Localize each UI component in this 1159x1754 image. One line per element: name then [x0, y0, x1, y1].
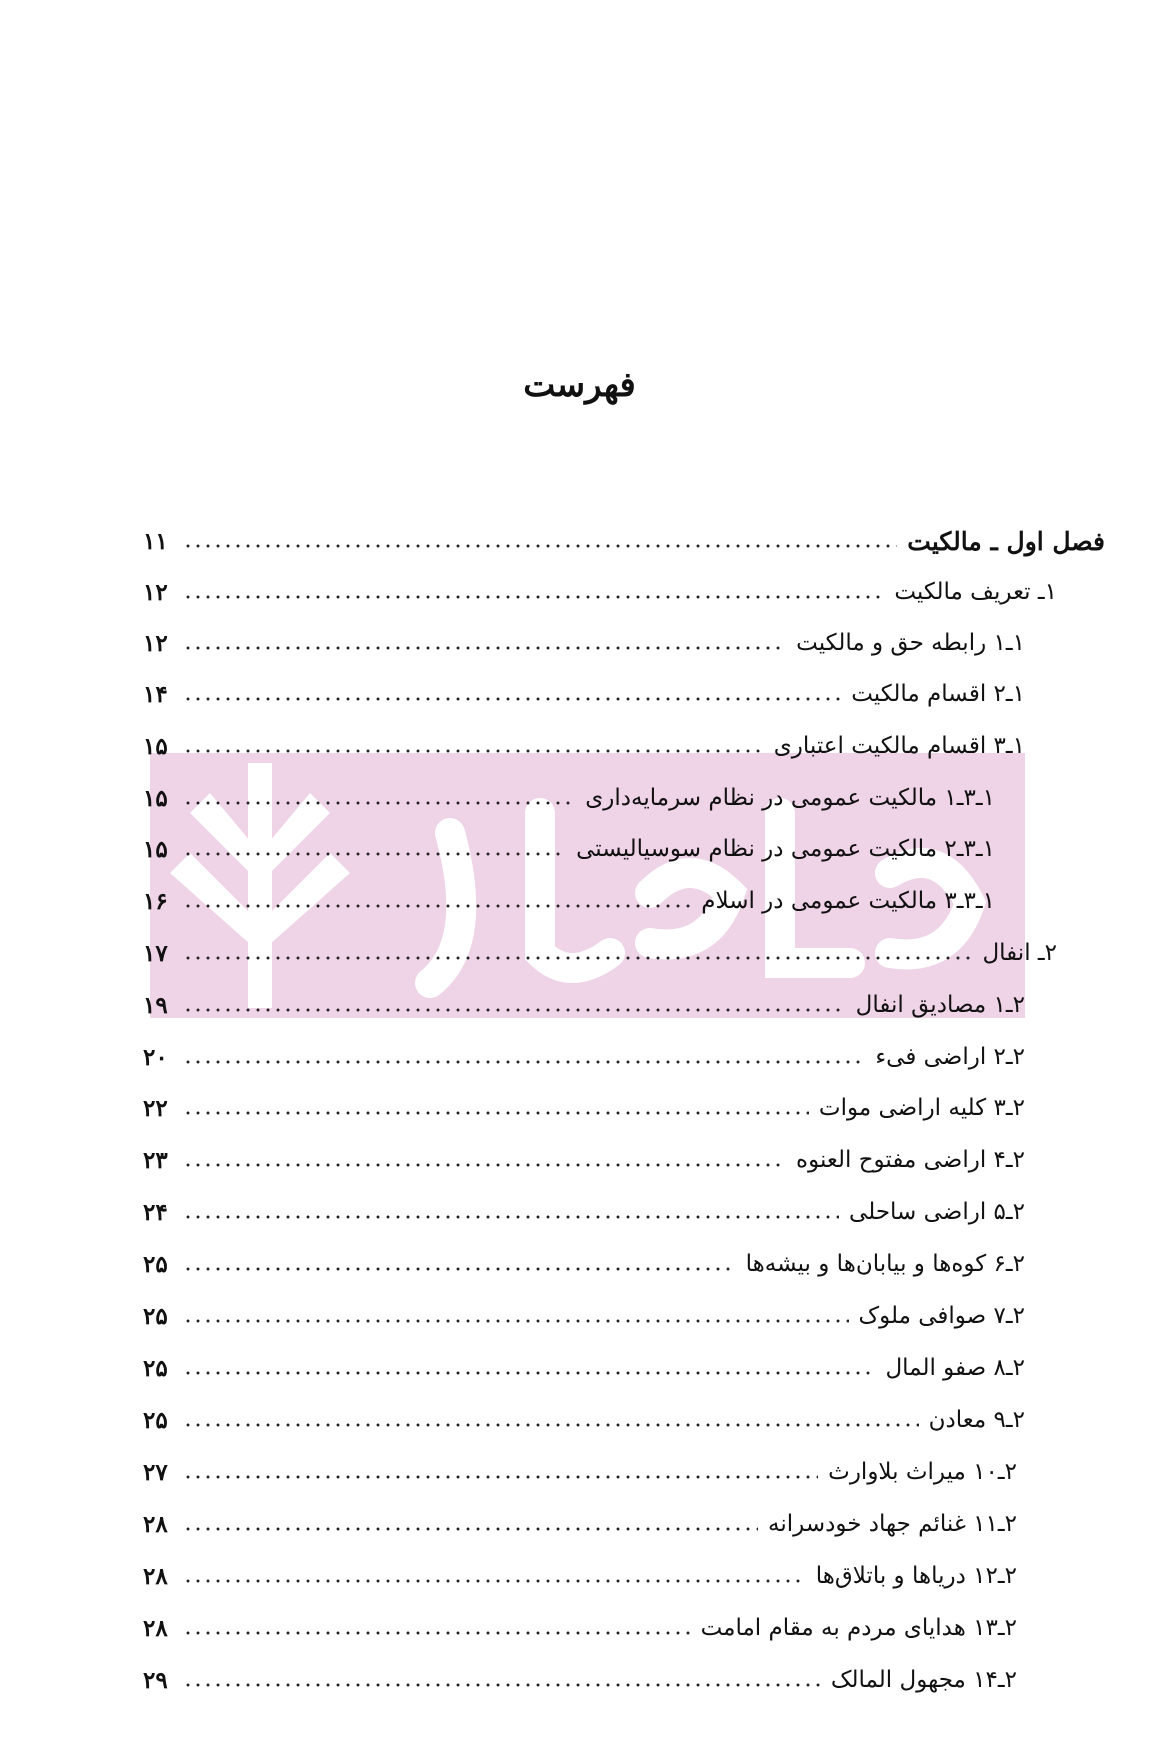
toc-entry[interactable]: [143, 1556, 1017, 1596]
toc-entry-page-number: ۱۵: [143, 835, 168, 863]
dot-leader: [183, 1007, 846, 1013]
dot-leader: [183, 1266, 736, 1272]
toc-entry-page-number: ۲۸: [143, 1562, 168, 1590]
toc-entry-label: ۱ـ۳ـ۳ مالکیت عمومی در اسلام: [701, 888, 995, 914]
toc-entry-page-number: ۲۷: [143, 1458, 168, 1486]
dot-leader: [183, 800, 575, 806]
toc-entry[interactable]: [143, 1452, 1017, 1492]
toc-entry[interactable]: [143, 674, 1025, 714]
dot-leader: [183, 1162, 786, 1168]
toc-entry-page-number: ۲۸: [143, 1510, 168, 1538]
toc-entry-page-number: ۲۵: [143, 1250, 168, 1278]
toc-entry-page-number: ۱۱: [143, 527, 168, 555]
toc-entry-label: ۱ـ۲ اقسام مالکیت: [851, 681, 1025, 707]
toc-entry[interactable]: [143, 933, 1057, 973]
toc-entry-label: ۱ـ۳ـ۲ مالکیت عمومی در نظام سوسیالیستی: [576, 836, 995, 862]
toc-entry-label: ۲ـ۹ معادن: [928, 1407, 1025, 1433]
dot-leader: [183, 1318, 849, 1324]
dot-leader: [183, 903, 691, 909]
toc-entry[interactable]: [143, 1348, 1025, 1388]
dot-leader: [183, 696, 841, 702]
dot-leader: [183, 1526, 758, 1532]
toc-entry-label: ۱ـ۱ رابطه حق و مالکیت: [796, 630, 1025, 656]
toc-entry-label: ۲ـ۱۴ مجهول المالک: [830, 1667, 1017, 1693]
dot-leader: [183, 748, 764, 754]
dot-leader: [183, 1214, 839, 1220]
toc-entry[interactable]: [143, 572, 1057, 612]
dot-leader: [183, 1059, 865, 1065]
toc-entry-label: ۲ـ انفال: [982, 940, 1057, 966]
toc-entry-label: ۲ـ۷ صوافی ملوک: [858, 1303, 1025, 1329]
toc-entry[interactable]: [143, 829, 995, 869]
toc-entry-label: ۱ـ۳ اقسام مالکیت اعتباری: [773, 733, 1025, 759]
toc-entry-page-number: ۲۵: [143, 1302, 168, 1330]
toc-entry-page-number: ۲۰: [143, 1043, 168, 1071]
page-title: فهرست: [523, 365, 636, 405]
toc-entry-page-number: ۲۸: [143, 1614, 168, 1642]
toc-entry-page-number: ۱۲: [143, 629, 168, 657]
toc-entry-page-number: ۲۹: [143, 1666, 168, 1694]
dot-leader: [183, 1422, 919, 1428]
dot-leader: [183, 1630, 691, 1636]
toc-entry-label: ۲ـ۶ کوه‌ها و بیابان‌ها و بیشه‌ها: [745, 1251, 1025, 1277]
toc-entry-label: ۱ـ۳ـ۱ مالکیت عمومی در نظام سرمایه‌داری: [585, 785, 995, 811]
toc-entry[interactable]: [143, 623, 1025, 663]
dot-leader: [183, 1110, 809, 1116]
toc-entry-page-number: ۲۵: [143, 1354, 168, 1382]
toc-entry-label: ۲ـ۲ اراضی فیء: [875, 1044, 1025, 1070]
toc-entry[interactable]: [143, 1660, 1017, 1700]
toc-entry-page-number: ۲۵: [143, 1406, 168, 1434]
dot-leader: [183, 1370, 875, 1376]
toc-entry-page-number: ۲۳: [143, 1146, 168, 1174]
toc-entry[interactable]: [143, 1037, 1025, 1077]
toc-entry-label: ۱ـ تعریف مالکیت: [894, 579, 1057, 605]
toc-entry-label: ۲ـ۸ صفو المال: [885, 1355, 1025, 1381]
toc-entry-page-number: ۱۹: [143, 991, 168, 1019]
toc-entry-page-number: ۱۵: [143, 784, 168, 812]
dot-leader: [183, 543, 897, 549]
dot-leader: [183, 851, 566, 857]
toc-entry-label: ۲ـ۴ اراضی مفتوح العنوه: [796, 1147, 1025, 1173]
toc-entry[interactable]: [143, 1088, 1025, 1128]
dot-leader: [183, 645, 786, 651]
toc-entry-label: ۲ـ۱۱ غنائم جهاد خودسرانه: [768, 1511, 1017, 1537]
dot-leader: [183, 1578, 806, 1584]
dot-leader: [183, 1474, 818, 1480]
toc-entry[interactable]: [143, 726, 1025, 766]
toc-entry[interactable]: [143, 1192, 1025, 1232]
toc-entry-page-number: ۱۷: [143, 939, 168, 967]
toc-entry[interactable]: [143, 881, 995, 921]
toc-entry-page-number: ۲۲: [143, 1094, 168, 1122]
toc-entry-label: ۲ـ۵ اراضی ساحلی: [849, 1199, 1025, 1225]
toc-entry-label: ۲ـ۱ مصادیق انفال: [855, 992, 1025, 1018]
toc-entry[interactable]: [143, 1608, 1017, 1648]
toc-entry-page-number: ۱۴: [143, 680, 168, 708]
toc-entry-page-number: ۱۶: [143, 887, 168, 915]
toc-entry-label: ۲ـ۱۳ هدایای مردم به مقام امامت: [700, 1615, 1017, 1641]
toc-entry-label: ۲ـ۱۰ میراث بلاوارث: [828, 1459, 1017, 1485]
toc-entry[interactable]: [143, 1140, 1025, 1180]
toc-chapter-entry[interactable]: [143, 521, 1105, 561]
toc-entry-label: ۲ـ۳ کلیه اراضی موات: [818, 1095, 1025, 1121]
toc-entry-page-number: ۱۵: [143, 732, 168, 760]
toc-entry[interactable]: [143, 1400, 1025, 1440]
toc-entry-label: فصل اول ـ مالکیت: [907, 526, 1105, 556]
toc-entry[interactable]: [143, 1504, 1017, 1544]
dot-leader: [183, 594, 884, 600]
toc-entry[interactable]: [143, 778, 995, 818]
toc-entry-label: ۲ـ۱۲ دریاها و باتلاق‌ها: [815, 1563, 1017, 1589]
toc-entry[interactable]: [143, 1244, 1025, 1284]
toc-entry-page-number: ۱۲: [143, 578, 168, 606]
toc-entry[interactable]: [143, 1296, 1025, 1336]
toc-entry[interactable]: [143, 985, 1025, 1025]
toc-entry-page-number: ۲۴: [143, 1198, 168, 1226]
dot-leader: [183, 955, 972, 961]
dot-leader: [183, 1682, 821, 1688]
